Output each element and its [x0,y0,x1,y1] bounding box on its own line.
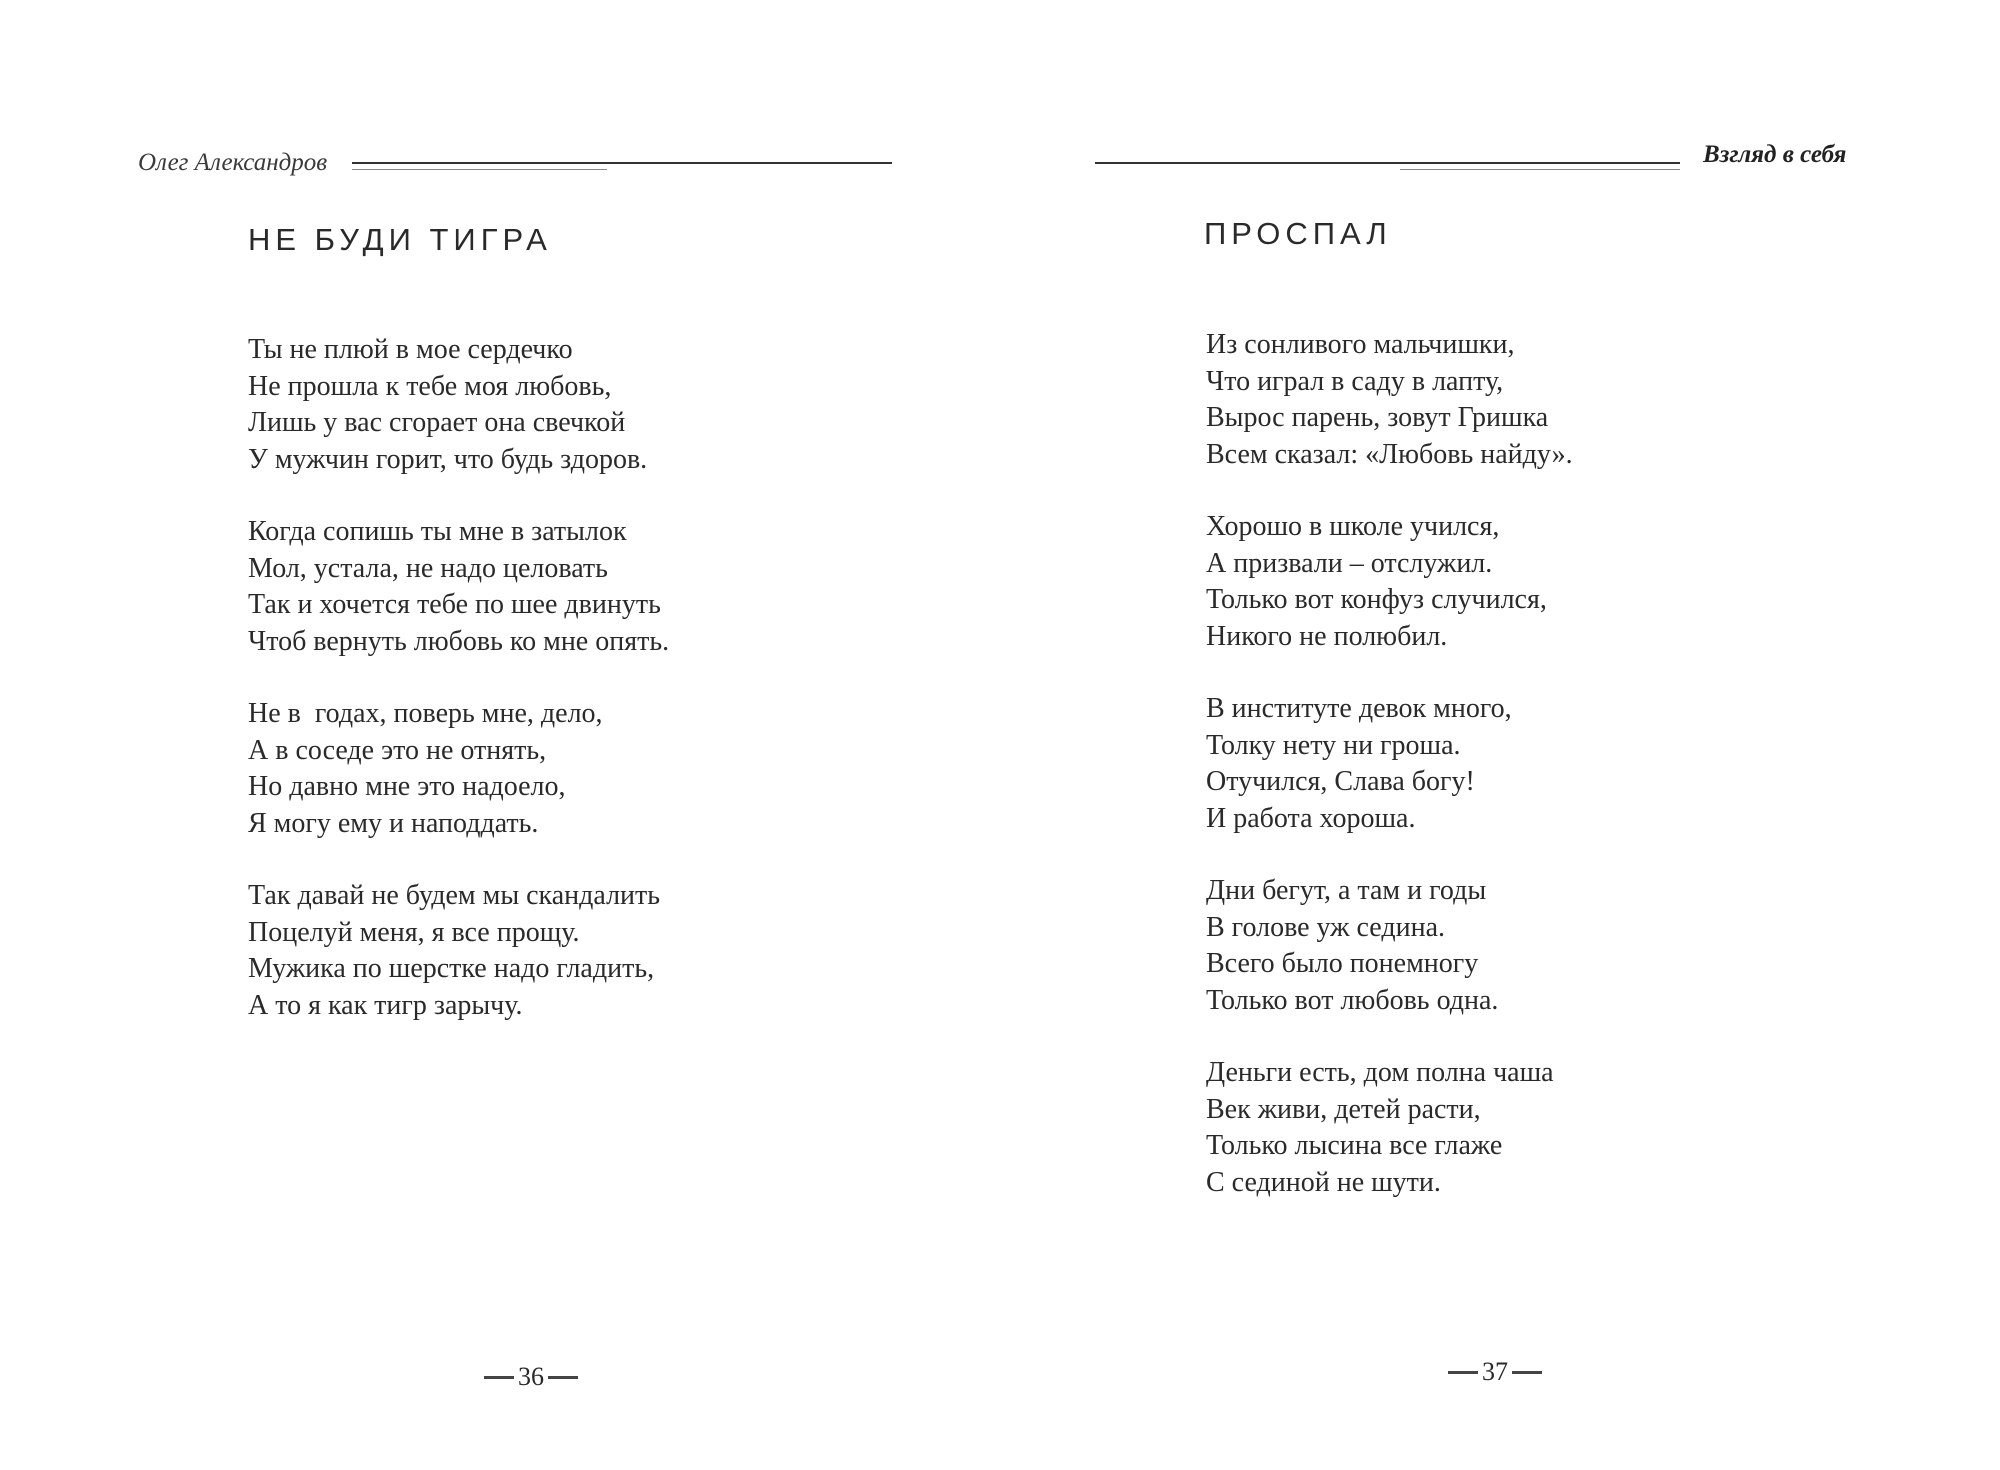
header-rule [352,162,892,164]
stanza [248,514,669,660]
stanza [1206,691,1573,837]
page-number [480,1362,582,1392]
poem-line: Век живи, детей расти, [1206,1093,1481,1125]
poem-line: Мужика по шерстке надо гладить, [248,953,655,984]
poem-line: Отучился, Слава богу! [1206,766,1475,797]
poem-line: У мужчин горит, что будь здоров. [248,443,648,475]
poem-line: Из сонливого мальчишки, [1206,329,1515,360]
folio-dash-right [1512,1371,1542,1374]
poem-title: НЕ БУДИ ТИГРА [248,222,552,257]
poem-line: Толку нету ни гроша. [1206,729,1461,761]
folio-dash-right [548,1376,578,1379]
poem-line: Не в годах, поверь мне, дело, [248,698,603,729]
poem-line: Так давай не будем мы скандалить [248,880,661,911]
poem-line: Всем сказал: «Любовь найду». [1206,438,1573,470]
header-rule-thin [1400,169,1680,170]
poem-line: Чтоб вернуть любовь ко мне опять. [248,625,670,657]
poem-line: Вырос парень, зовут Гришка [1206,402,1549,433]
poem-line: В голове уж седина. [1206,911,1445,943]
poem-line: Так и хочется тебе по шее двинуть [248,589,661,620]
poem-line: Но давно мне это надоело, [248,771,566,802]
poem-line: Хорошо в школе учился, [1206,511,1500,542]
stanza [1206,873,1573,1019]
poem-line: А то я как тигр зарычу. [248,989,523,1021]
poem-body [248,332,669,1060]
poem-line: И работа хороша. [1206,802,1416,834]
poem-line: Деньги есть, дом полна чаша [1206,1057,1554,1088]
poem-line: Когда сопишь ты мне в затылок [248,516,627,547]
poem-title: ПРОСПАЛ [1204,216,1392,251]
header-rule [1095,162,1680,164]
folio-dash-left [484,1376,514,1379]
poem-line: Лишь у вас сгорает она свечкой [248,407,626,438]
poem-line: Поцелуй меня, я все прощу. [248,916,580,948]
stanza [248,878,669,1024]
poem-line: Никого не полюбил. [1206,620,1448,652]
stanza [1206,509,1573,655]
stanza [248,332,669,478]
stanza [1206,327,1573,473]
right-page [1000,0,2000,1470]
folio-dash-left [1448,1371,1478,1374]
poem-line: А призвали – отслужил. [1206,547,1493,579]
page-number-text: 36 [518,1362,544,1391]
poem-line: Мол, устала, не надо целовать [248,552,608,584]
stanza [1206,1055,1573,1201]
running-head-author: Олег Александров [138,149,328,176]
poem-line: Только вот любовь одна. [1206,984,1499,1016]
page-number [1444,1357,1546,1387]
poem-line: Что играл в саду в лапту, [1206,365,1504,397]
stanza [248,696,669,842]
poem-body [1206,327,1573,1237]
page-number-text: 37 [1482,1357,1508,1386]
poem-line: Я могу ему и наподдать. [248,807,539,839]
poem-line: С сединой не шути. [1206,1166,1441,1198]
poem-line: А в соседе это не отнять, [248,734,547,766]
poem-line: Всего было понемногу [1206,948,1479,979]
poem-line: Ты не плюй в мое сердечко [248,334,573,365]
poem-line: В институте девок много, [1206,693,1512,724]
poem-line: Только лысина все глаже [1206,1130,1503,1161]
header-rule-thin [352,169,607,170]
running-head-book-title: Взгляд в себя [1703,141,1847,168]
poem-line: Дни бегут, а там и годы [1206,875,1487,906]
poem-line: Не прошла к тебе моя любовь, [248,370,612,402]
poem-line: Только вот конфуз случился, [1206,584,1547,615]
